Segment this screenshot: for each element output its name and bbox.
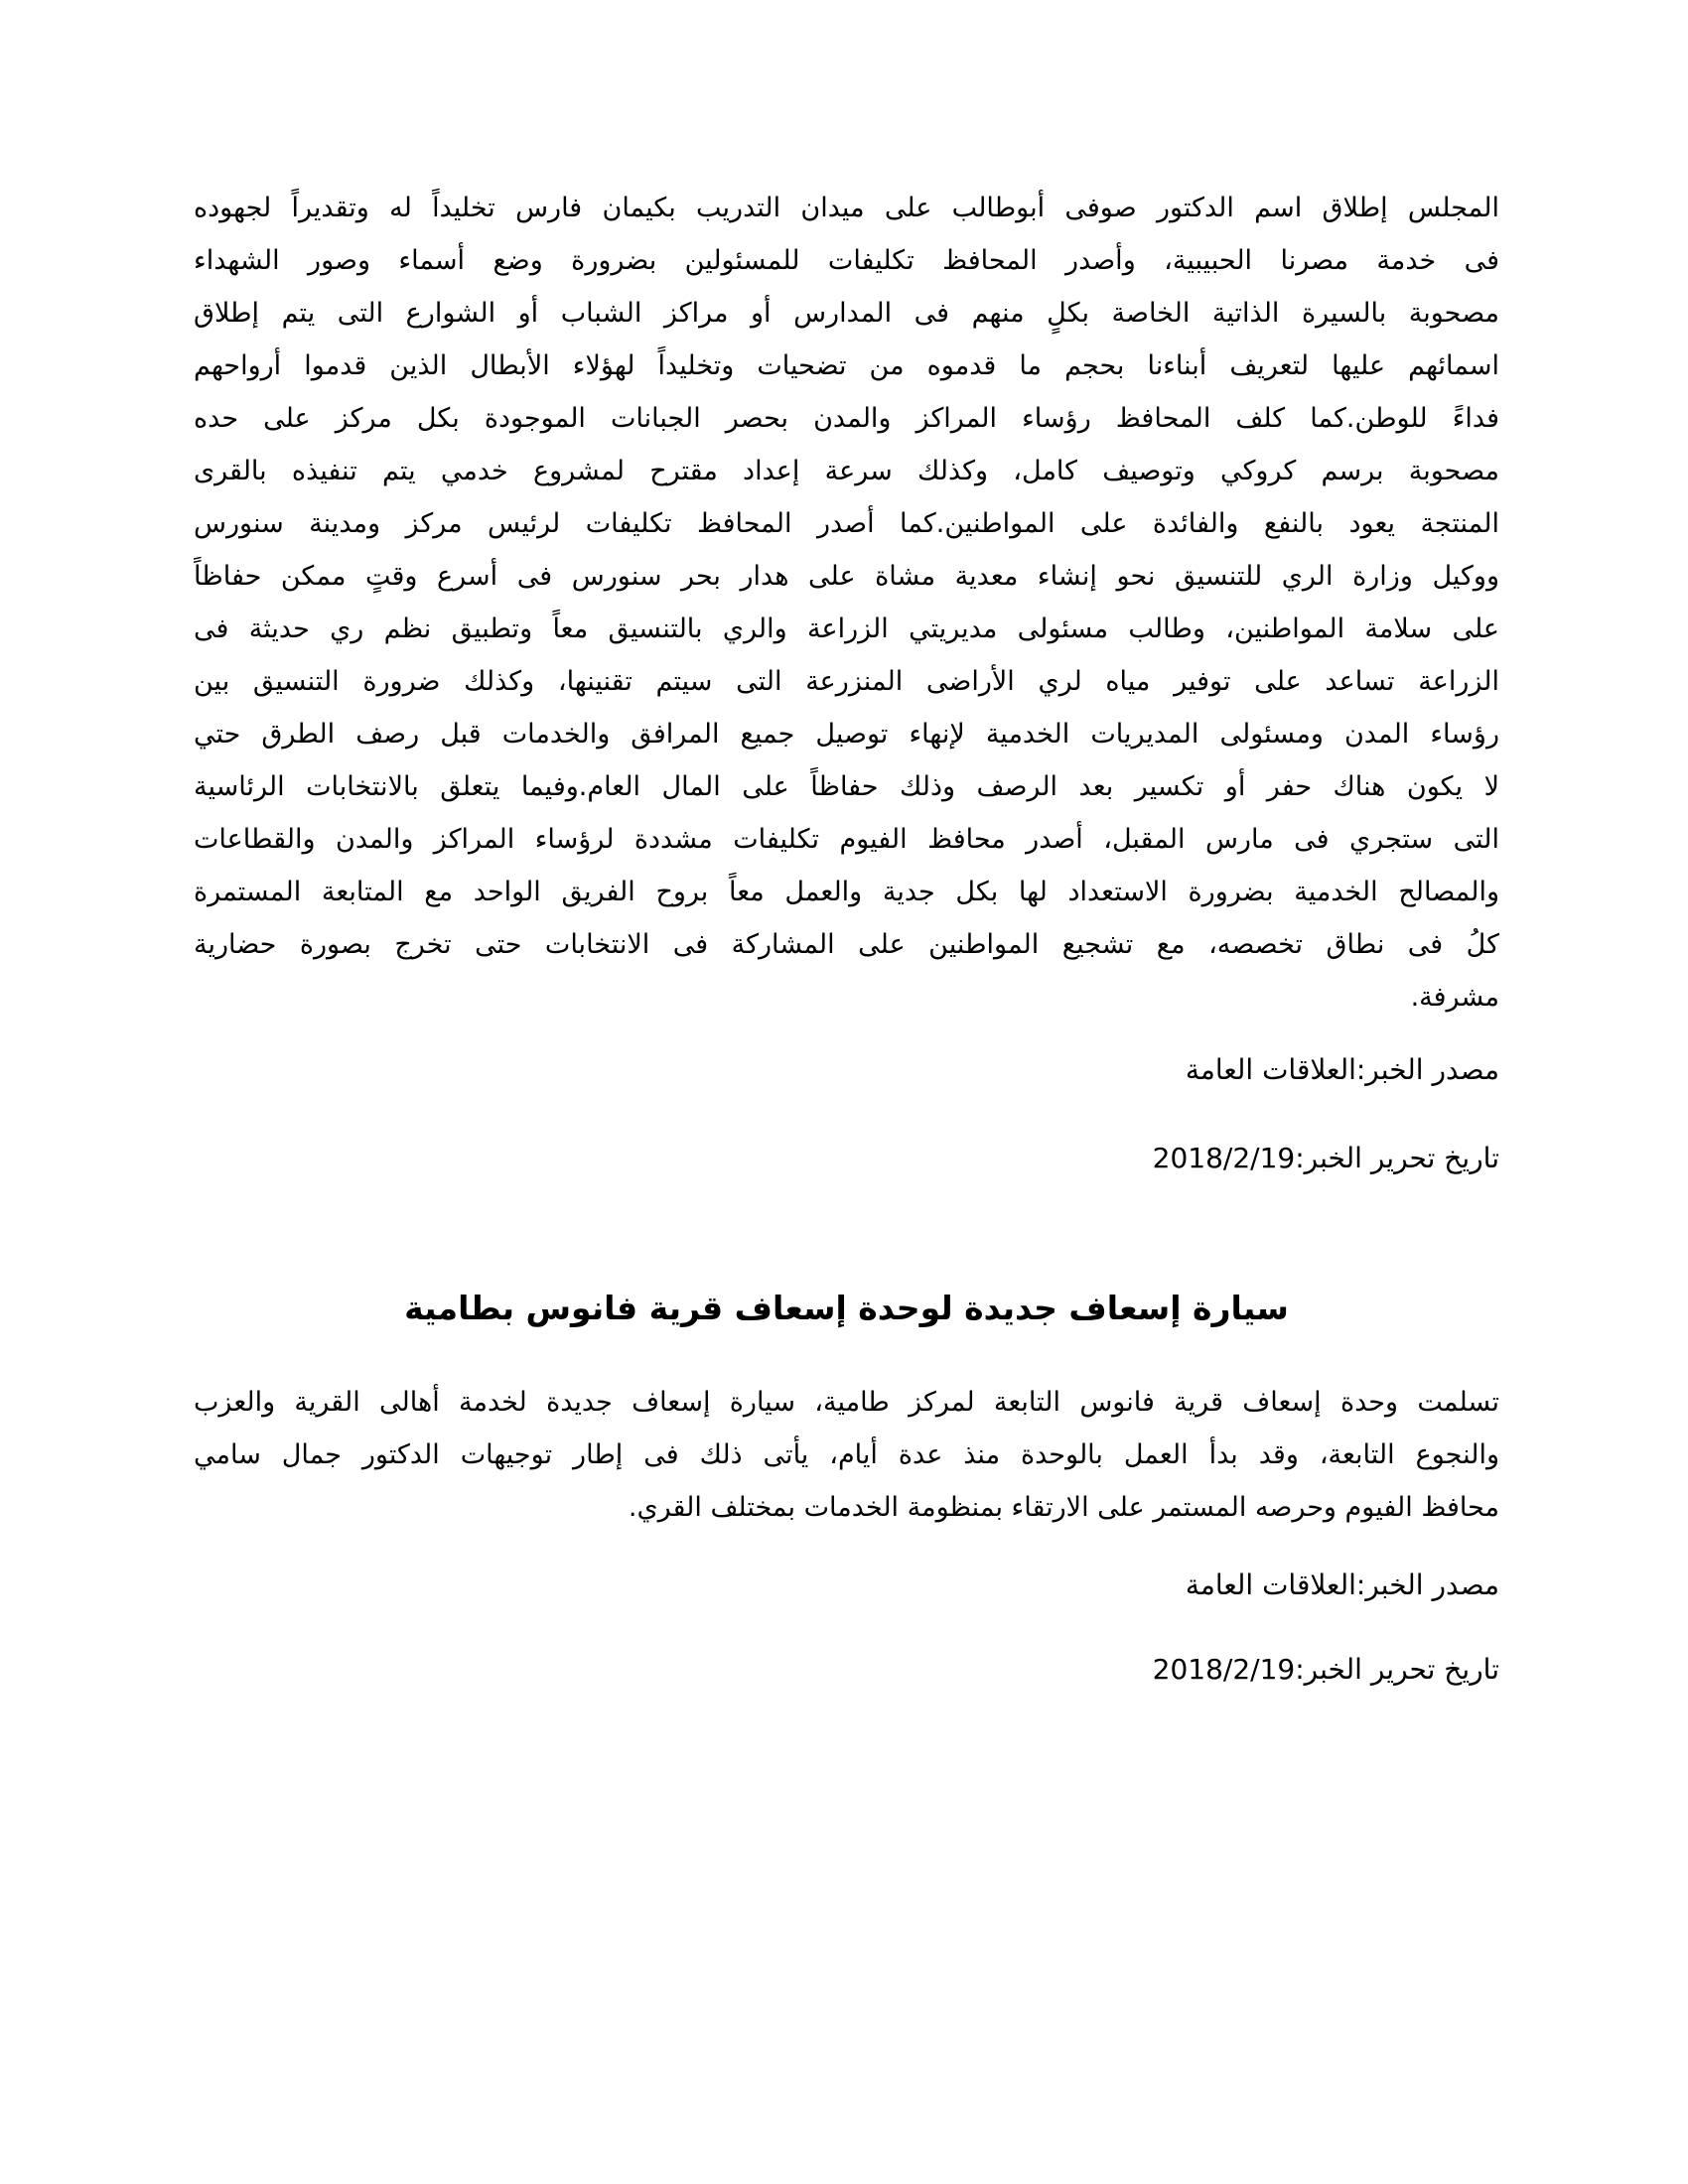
paragraph-line: اسمائهم عليها لتعريف أبناءنا بحجم ما قدموه من تضحيات وتخليداً لهؤلاء الأبطال الذين قدموا أرواحهم [194, 350, 1499, 381]
paragraph-line: محافظ الفيوم وحرصه المستمر على الارتقاء بمنظومة الخدمات بمختلف القري. [628, 1492, 1499, 1523]
paragraph-line: تسلمت وحدة إسعاف قرية فانوس التابعة لمركز طامية، سيارة إسعاف جديدة لخدمة أهالى القرية والعزب [194, 1387, 1499, 1418]
article2-paragraph [194, 1376, 1499, 1534]
article2-source-line: مصدر الخبر:العلاقات العامة [1185, 1569, 1499, 1601]
paragraph-line: كلُ فى نطاق تخصصه، مع تشجيع المواطنين على المشاركة فى الانتخابات حتى تخرج بصورة حضارية [194, 929, 1499, 960]
paragraph-line: والنجوع التابعة، وقد بدأ العمل بالوحدة منذ عدة أيام، يأتى ذلك فى إطار توجيهات الدكتور جمال سامي [194, 1439, 1499, 1470]
article2-date-line: تاريخ تحرير الخبر:2018/2/19 [1152, 1653, 1499, 1686]
paragraph-line: فداءً للوطن.كما كلف المحافظ رؤساء المراكز والمدن بحصر الجبانات الموجودة بكل مركز على حده [194, 403, 1499, 434]
paragraph-line: لا يكون هناك حفر أو تكسير بعد الرصف وذلك حفاظاً على المال العام.وفيما يتعلق بالانتخابات الرئاسية [194, 771, 1499, 802]
paragraph-line: المجلس إطلاق اسم الدكتور صوفى أبوطالب على ميدان التدريب بكيمان فارس تخليداً له وتقديراً لجهوده [194, 193, 1499, 223]
article1-date-line: تاريخ تحرير الخبر:2018/2/19 [1152, 1142, 1499, 1174]
paragraph-line: ووكيل وزارة الري للتنسيق نحو إنشاء معدية مشاة على هدار بحر سنورس فى أسرع وقتٍ ممكن حفاظاً [194, 561, 1499, 592]
paragraph-line: فى خدمة مصرنا الحبيبية، وأصدر المحافظ تكليفات للمسئولين بضرورة وضع أسماء وصور الشهداء [194, 245, 1499, 276]
paragraph-line: المنتجة يعود بالنفع والفائدة على المواطنين.كما أصدر المحافظ تكليفات لرئيس مركز ومدينة سنورس [194, 508, 1499, 539]
paragraph-line: رؤساء المدن ومسئولى المديريات الخدمية لإنهاء توصيل جميع المرافق والخدمات قبل رصف الطرق حتي [194, 719, 1499, 750]
paragraph-line: مصحوبة بالسيرة الذاتية الخاصة بكلٍ منهم فى المدارس أو مراكز الشباب أو الشوارع التى يتم إطلاق [194, 298, 1499, 329]
paragraph-line: والمصالح الخدمية بضرورة الاستعداد لها بكل جدية والعمل معاً بروح الفريق الواحد مع المتابعة المستمرة [194, 877, 1499, 907]
article1-source-line: مصدر الخبر:العلاقات العامة [1185, 1053, 1499, 1086]
paragraph-line: مصحوبة برسم كروكي وتوصيف كامل، وكذلك سرعة إعداد مقترح لمشروع خدمي يتم تنفيذه بالقرى [194, 456, 1499, 486]
paragraph-line: على سلامة المواطنين، وطالب مسئولى مديريتي الزراعة والري بالتنسيق معاً وتطبيق نظم ري حديثة فى [194, 614, 1499, 644]
paragraph-line: الزراعة تساعد على توفير مياه لري الأراضى المنزرعة التى سيتم تقنينها، وكذلك ضرورة التنسيق بين [194, 666, 1499, 697]
paragraph-line: التى ستجري فى مارس المقبل، أصدر محافظ الفيوم تكليفات مشددة لرؤساء المراكز والمدن والقطاعات [194, 824, 1499, 855]
article1-paragraph [194, 182, 1499, 1024]
paragraph-line: مشرفة. [1410, 982, 1499, 1013]
article2-title: سيارة إسعاف جديدة لوحدة إسعاف قرية فانوس بطامية [404, 1289, 1289, 1327]
